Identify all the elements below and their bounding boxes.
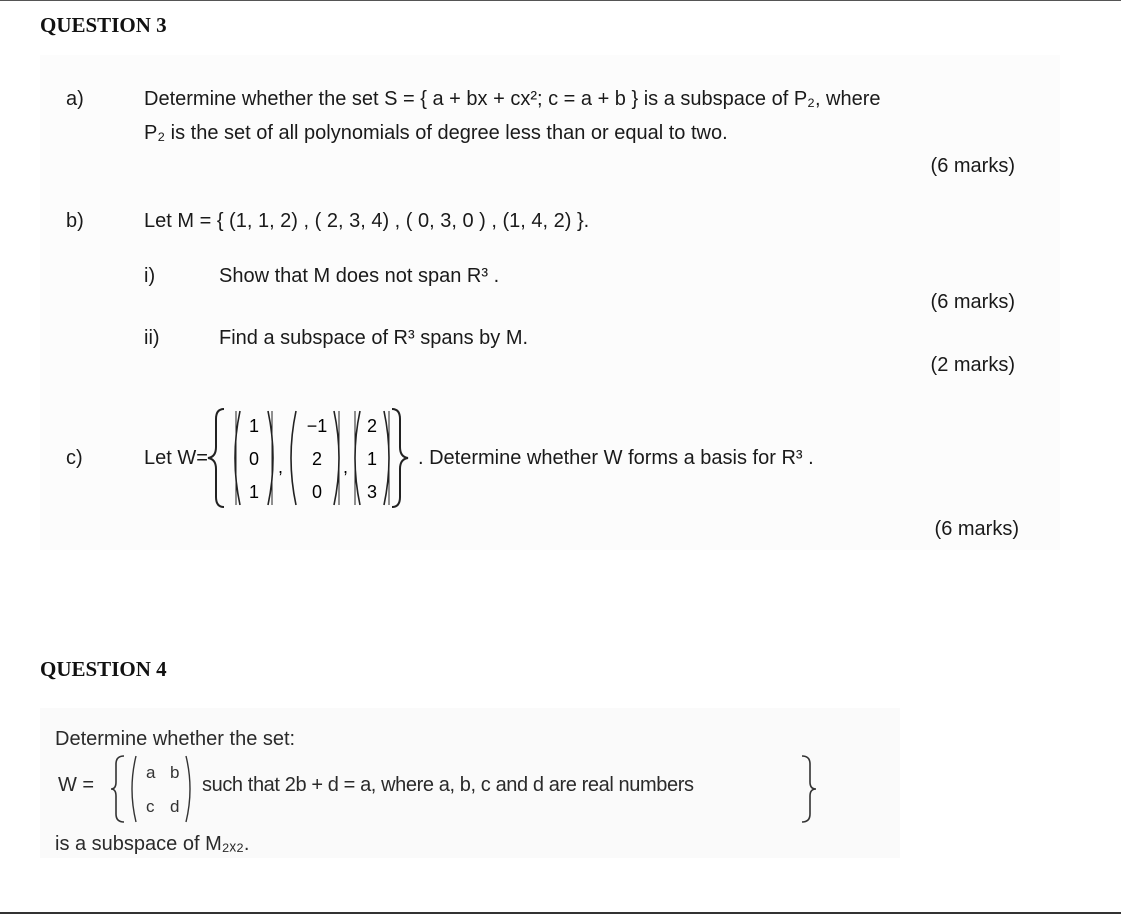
part-b-ii-label: ii) [144,327,160,349]
part-b-i-label: i) [144,265,156,287]
part-c-marks: (6 marks) [934,518,1019,540]
question-3-heading: QUESTION 3 [40,13,167,37]
comma-2: , [343,457,349,477]
matrix-abcd [110,752,202,826]
part-b-ii-marks: (2 marks) [930,354,1015,376]
q4-outro: is a subspace of M₂ₓ₂. [55,833,250,855]
part-a-line2: P₂ is the set of all polynomials of degree less than or equal to two. [144,122,728,144]
matrix-entry-c: c [146,797,155,816]
vector-3-entry-2: 1 [366,449,378,469]
q4-right-brace [798,752,822,826]
vector-3-entry-3: 3 [366,482,378,502]
top-rule [0,0,1121,1]
part-b-i-marks: (6 marks) [930,291,1015,313]
bottom-rule [0,912,1121,914]
part-b-set-m: Let M = { (1, 1, 2) , ( 2, 3, 4) , ( 0, 3, 0 ) , (1, 4, 2) }. [144,210,590,232]
vector-3-entry-1: 2 [366,416,378,436]
comma-1: , [278,457,284,477]
part-c-label: c) [66,447,83,469]
q4-condition: such that 2b + d = a, where a, b, c and d are real numbers [202,774,694,796]
part-c-text: . Determine whether W forms a basis for R³ . [418,447,814,469]
matrix-entry-b: b [170,763,180,782]
vector-set-w [200,403,420,513]
vector-1-entry-1: 1 [248,416,260,436]
vector-2-entry-1: −1 [306,416,328,436]
vector-2-entry-3: 0 [311,482,323,502]
part-a-marks: (6 marks) [930,155,1015,177]
part-b-i-text: Show that M does not span R³ . [219,265,500,287]
part-c-let-w: Let W= [144,447,208,469]
vector-1-entry-3: 1 [248,482,260,502]
part-a-line1 [144,88,881,111]
matrix-entry-a: a [146,763,156,782]
p2-symbol: P₂ [793,88,815,110]
part-b-ii-text: Find a subspace of R³ spans by M. [219,327,529,349]
q4-intro: Determine whether the set: [55,728,296,750]
part-a-text-before: Determine whether the set [144,88,385,110]
vector-2-entry-2: 2 [311,449,323,469]
question-4-heading: QUESTION 4 [40,657,167,681]
vector-1-entry-2: 0 [248,449,260,469]
matrix-entry-d: d [170,797,180,816]
part-b-label: b) [66,210,84,232]
q4-w-label: W = [58,774,95,796]
set-s-expression: S = { a + bx + cx²; c = a + b } [384,88,639,110]
part-a-label: a) [66,88,84,110]
part-a-text-after: is a subspace of [638,88,794,110]
part-a-where: , where [814,88,881,110]
